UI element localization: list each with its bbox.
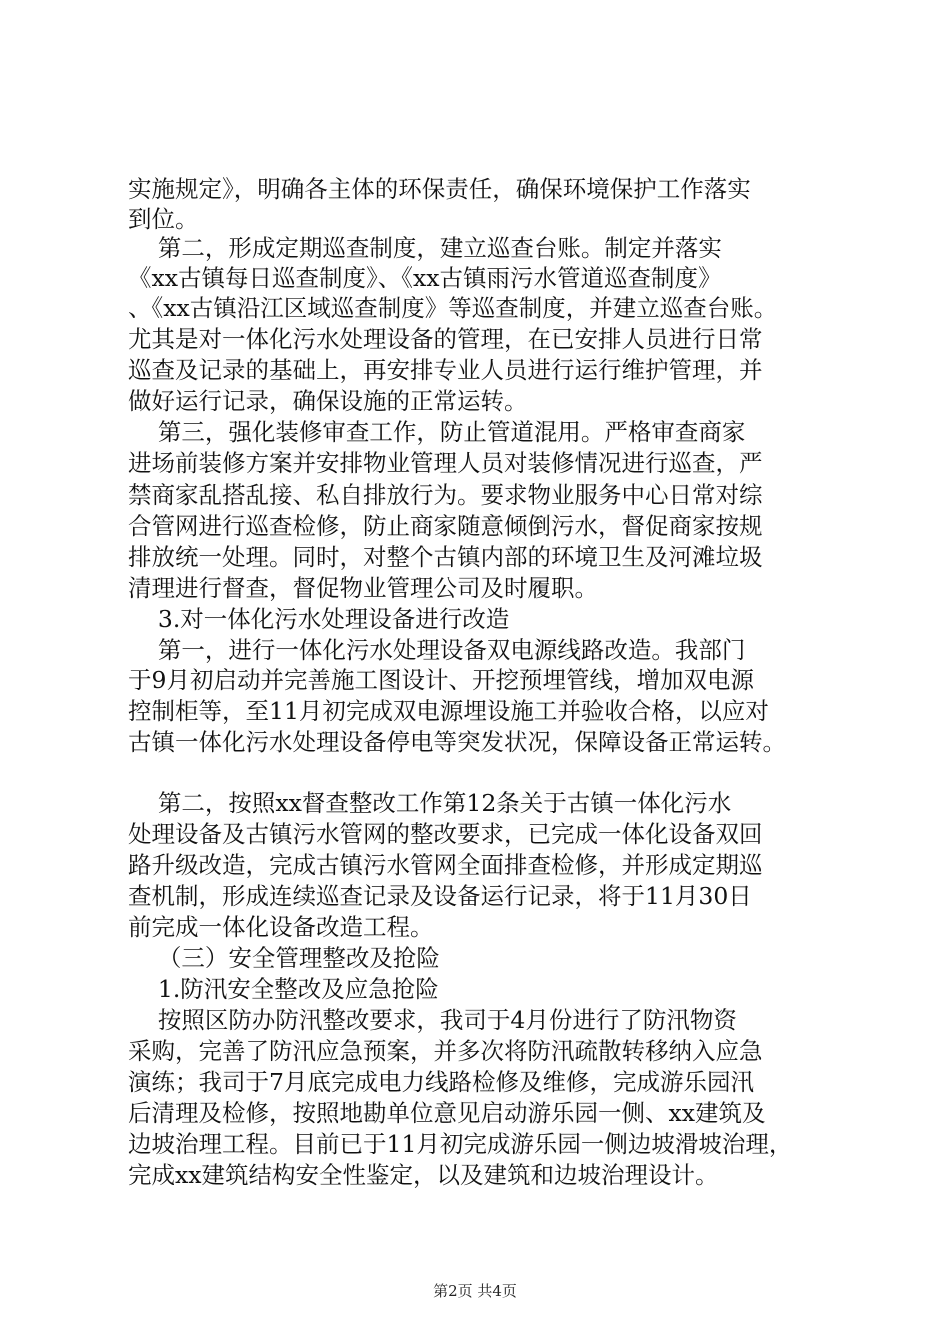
body-line: 第二，形成定期巡查制度，建立巡查台账。制定并落实 [128,234,722,262]
body-line: 巡查及记录的基础上，再安排专业人员进行运行维护管理，并 [128,356,763,384]
body-line: 3.对一体化污水处理设备进行改造 [128,605,510,633]
body-line: 实施规定》，明确各主体的环保责任，确保环境保护工作落实 [128,175,751,203]
body-line: 查机制，形成连续巡查记录及设备运行记录，将于11月30日 [128,882,752,910]
section-heading: （三）安全管理整改及抢险 [128,944,440,972]
body-line: 尤其是对一体化污水处理设备的管理，在已安排人员进行日常 [128,325,763,353]
body-line: 第一，进行一体化污水处理设备双电源线路改造。我部门 [128,636,746,664]
body-line: 前完成一体化设备改造工程。 [128,913,434,941]
body-line: 进场前装修方案并安排物业管理人员对装修情况进行巡查，严 [128,449,763,477]
body-line: 清理进行督查，督促物业管理公司及时履职。 [128,574,598,602]
body-line: 第二，按照xx督查整改工作第12条关于古镇一体化污水 [128,789,732,817]
body-line: 第三，强化装修审查工作，防止管道混用。严格审查商家 [128,418,746,446]
body-line: 演练；我司于7月底完成电力线路检修及维修，完成游乐园汛 [128,1068,754,1096]
body-line: 路升级改造，完成古镇污水管网全面排查检修，并形成定期巡 [128,851,763,879]
body-line: 按照区防办防汛整改要求，我司于4月份进行了防汛物资 [128,1006,737,1034]
body-line: 处理设备及古镇污水管网的整改要求，已完成一体化设备双回 [128,820,763,848]
body-line: 控制柜等，至11月初完成双电源埋设施工并验收合格，以应对 [128,697,769,725]
body-line: 边坡治理工程。目前已于11月初完成游乐园一侧边坡滑坡治理， [128,1130,793,1158]
body-line: 《xx古镇每日巡查制度》、《xx古镇雨污水管道巡查制度》 [128,264,722,292]
body-line: 做好运行记录，确保设施的正常运转。 [128,387,528,415]
body-line: 排放统一处理。同时，对整个古镇内部的环境卫生及河滩垃圾 [128,543,763,571]
subsection-heading: 1.防汛安全整改及应急抢险 [128,975,439,1003]
body-line: 后清理及检修，按照地勘单位意见启动游乐园一侧、xx建筑及 [128,1099,766,1127]
body-line: 古镇一体化污水处理设备停电等突发状况，保障设备正常运转。 [128,728,786,756]
page-footer: 第2页 共4页 [433,1282,517,1300]
body-line: 于9月初启动并完善施工图设计、开挖预埋管线，增加双电源 [128,666,754,694]
body-line: 合管网进行巡查检修，防止商家随意倾倒污水，督促商家按规 [128,512,763,540]
body-line: 完成xx建筑结构安全性鉴定，以及建筑和边坡治理设计。 [128,1161,719,1189]
body-line: 采购，完善了防汛应急预案，并多次将防汛疏散转移纳入应急 [128,1037,763,1065]
body-line: 禁商家乱搭乱接、私自排放行为。要求物业服务中心日常对综 [128,481,763,509]
body-line: 、《xx古镇沿江区域巡查制度》等巡查制度，并建立巡查台账。 [128,294,778,322]
body-line: 到位。 [128,205,199,233]
